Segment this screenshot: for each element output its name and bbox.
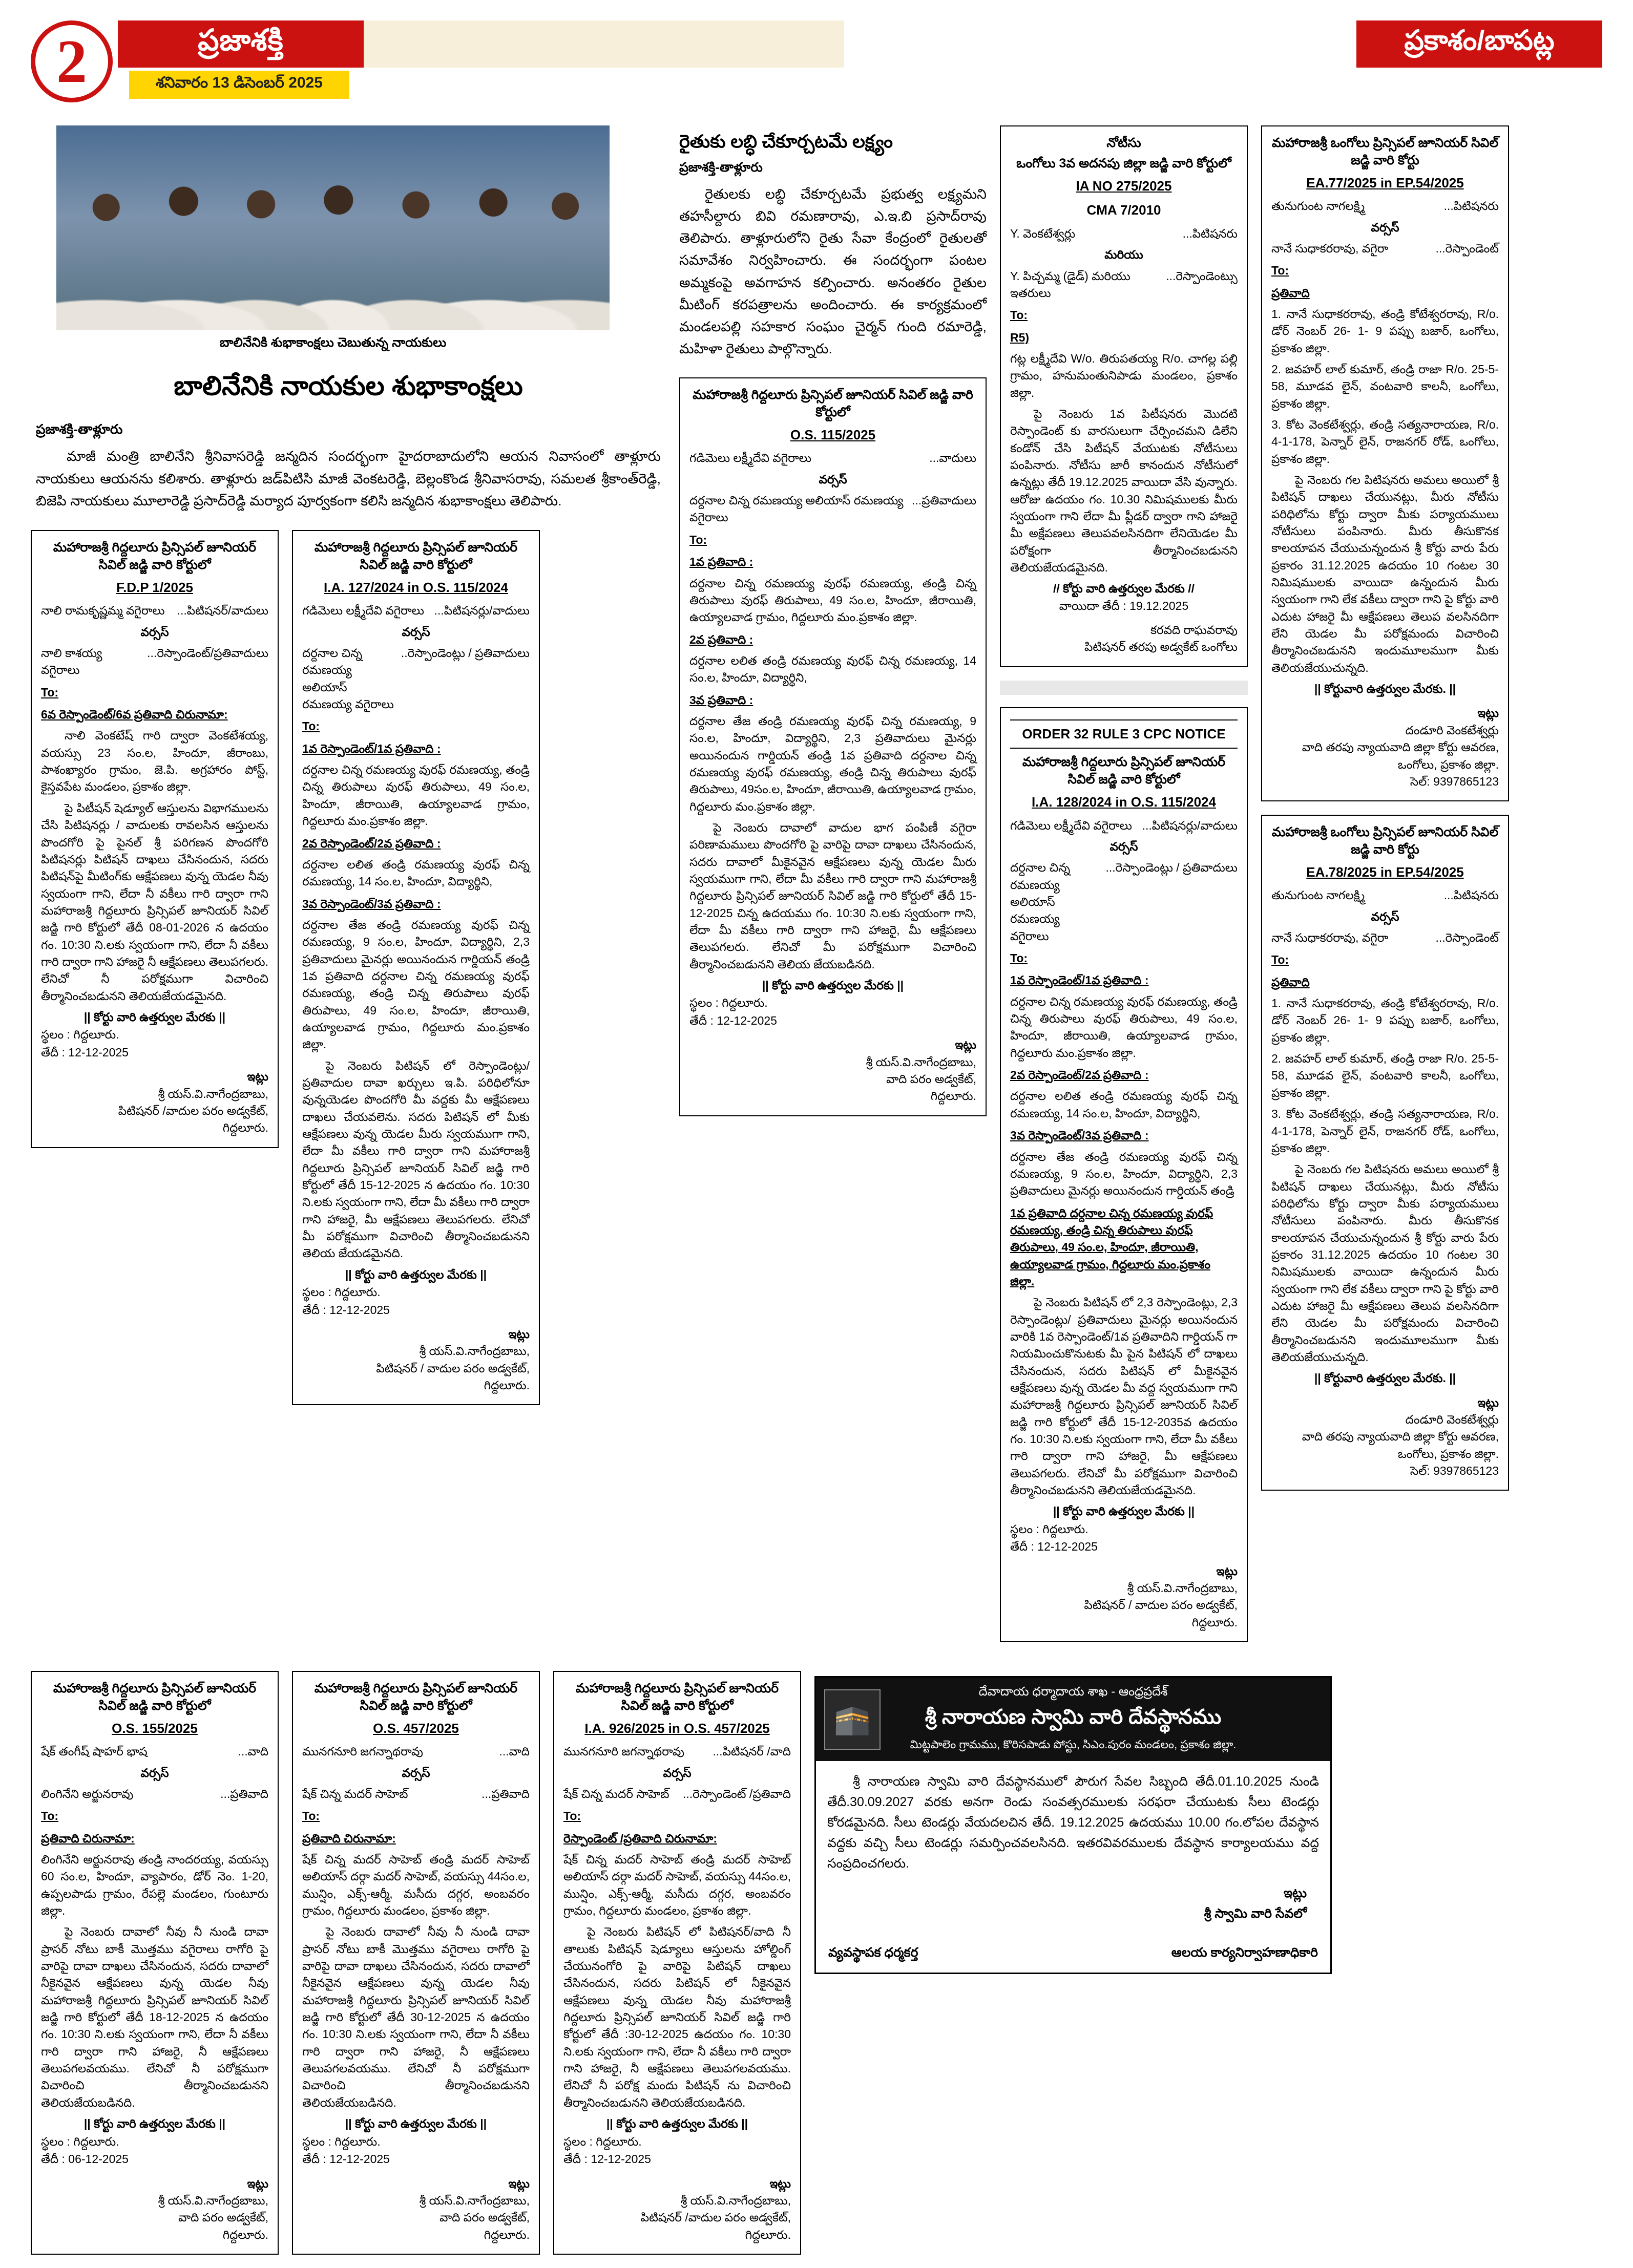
party-role: ...పిటిషనర్/వాదులు (177, 604, 268, 618)
temple-deity-icon: 🕋 (824, 1689, 881, 1750)
party-role: ...ప్రతివాదులు (911, 494, 976, 507)
respondent-address: కోట వెంకటేశ్వర్లు, తండ్రి సత్యనారాయణ, R/o. 4-1-178, పెన్నార్ లైన్, రాజనగర్ రోడ్, ఒంగోలు, ప్రకాశం జిల్లా. (1271, 1107, 1499, 1155)
party-name: దర్దనాల చిన్న రమణయ్య అలియాస్ రమణయ్య వగైరాలు (302, 646, 394, 711)
party-role: ...రెస్పాండెంట్‌/ప్రతివాదులు (147, 646, 268, 660)
respondent-heading: 2వ రెస్పాండెంట్/2వ ప్రతివాది : (1010, 1068, 1149, 1082)
party-role: ...పిటిషనరు (1182, 226, 1238, 240)
party-role: ...పిటిషనర్లు/వాదులు (1142, 818, 1238, 832)
hearing-date: వాయిదా తేదీ : 19.12.2025 (1059, 599, 1189, 612)
tender-notice-text: శ్రీ నారాయణ స్వామి వారి దేవస్థానములో పౌరుగ సేవల సిబ్బంది తేదీ.01.10.2025 నుండి తేదీ.30.09.2027 వరకు అనగా రెండు సంవత్సరములకు సరఫరా చేయుటకు సీలు టెండర్లు కోరడమైనది. సీలు టెండర్లు వేయదలచిన తేదీ. 19.12.2025 ఉదయము 10.00 గం.లోపల దేవస్థాన వద్దకు వచ్చి సీలు టెండర్లు సమర్పించవలసినది. ఇతరవివరములకు దేవస్థాన కార్యాలయము వద్ద సంప్రదించగలరు. (827, 1774, 1319, 1871)
court-name: ఒంగోలు 3వ అదనపు జిల్లా జడ్జి వారి కోర్టులో (1016, 156, 1231, 171)
party-name: గడిమెలు లక్ష్మీదేవి వగైరాలు (689, 451, 811, 465)
case-number: I.A. 128/2024 in O.S. 115/2024 (1032, 794, 1216, 810)
notice-column-3 (1000, 125, 1248, 1656)
address-heading: రెస్పాండెంట్ /ప్రతివాది చిరునామా: (563, 1831, 717, 1845)
party-name: Y. పిచ్చమ్మ (డైడ్) మరియు ఇతరులు (1010, 269, 1130, 300)
court-name: మహారాజశ్రీ గిద్దలూరు ప్రిన్సిపల్ జూనియర్ సివిల్ జడ్జి వారి కోర్టులో (314, 540, 518, 572)
party-role: ...రెస్పాండెంట్ (1435, 241, 1499, 255)
party-name: షేక్ చిన్న మదర్ సాహెబ్ (302, 1787, 408, 1800)
notice-place: స్థలం : గిద్దలూరు. (302, 1285, 381, 1299)
signature-line: పిటిషనర్ /వాదుల పరం అడ్వకేట్, (118, 1104, 268, 1117)
order-rule-heading: ORDER 32 RULE 3 CPC NOTICE (1010, 719, 1238, 749)
signature-line: శ్రీ యస్.వి.నాగేంద్రబాబు, (866, 1055, 976, 1069)
notice-place: స్థలం : గిద్దలూరు. (41, 1028, 119, 1042)
signature-line: ఇట్లు (769, 2176, 791, 2190)
party-name: షేక్ చిన్న మదర్ సాహెబ్ (563, 1787, 669, 1800)
legal-notice (679, 377, 987, 1116)
respondent-heading: 1వ రెస్పాండెంట్/1వ ప్రతివాది : (1010, 973, 1149, 987)
case-number: EA.78/2025 in EP.54/2025 (1306, 864, 1464, 880)
notice-place: స్థలం : గిద్దలూరు. (41, 2134, 119, 2148)
top-content-area (31, 125, 1602, 1656)
party-role: ..రెస్పాండెంట్లు / ప్రతివాదులు (401, 646, 530, 660)
court-name: మహారాజశ్రీ గిద్దలూరు ప్రిన్సిపల్ జూనియర్ సివిల్ జడ్జి వారి కోర్టులో (53, 540, 257, 572)
list-number: 2. (1271, 1052, 1282, 1066)
list-number: 3. (1271, 1107, 1282, 1121)
signature-line: గిద్దలూరు. (1191, 1615, 1238, 1629)
signature-line: ఇట్లు (1477, 1395, 1499, 1409)
signature-line: గిద్దలూరు. (222, 2228, 268, 2241)
versus-label: వర్సస్ (140, 1766, 169, 1779)
notice-paragraph: పై నెంబరు పిటిషన్ లో 2,3 రెస్పాండెంట్లు, 2,3 రెస్పాండెంట్లు/ ప్రతివాదులు మైనర్లు అయినందున వారికి 1వ రెస్పాండెంట్/1వ ప్రతివాదిని గార్డియన్ గా నియమించుకొనుటకు మీ పైన పిటిషన్ లో దాఖలు చేసినందున, సదరు పిటిషన్ లో మీకైనవైన ఆక్షేపణలు వున్న యెడల మీ వద్ద స్వయముగా గాని మహారాజశ్రీ గిద్దలూరు ప్రిన్సిపల్ జూనియర్ సివిల్ జడ్జి గారి కోర్టులో తేదీ 15-12-2035వ ఉదయం గం. 10:30 ని.లకు స్వయంగా గాని, లేదా మీ వకీలు గారి ద్వారా గాని హాజరై, మీ ఆక్షేపణలు తెలుపగలరు. లేనిచో మీ పరోక్షముగా విచారించి తీర్మానించబడునని తెలియజేయడమైనది. (1010, 1296, 1238, 1497)
party-role: ...రెస్పాండెంట్ (1435, 931, 1499, 945)
respondent-address: దర్దనాల చిన్న రమణయ్య వురఫ్ రమణయ్య, తండ్రి చిన్న తిరుపాలు వురఫ్ తిరుపాలు, 49 సం.ల, హిందూ, జీరాయితి, ఉయ్యాలవాడ గ్రామం, గిద్దలూరు మం.ప్రకాశం జిల్లా. (1010, 994, 1238, 1059)
signature-line: ఒంగోలు, ప్రకాశం జిల్లా. (1397, 757, 1499, 771)
party-name: మునగనూరి జగన్నాథరావు (302, 1745, 423, 1758)
notice-paragraph: పై నెంబరు దావాలో నీవు నీ నుండి దావా ప్రాసర్ నోటు బాకీ మొత్తము వగైరాలు రాగోరి పై వారిపై దావా దాఖలు చేసినందున, సదరు దావాలో నీకైనవైన ఆక్షేపణలు వున్న యెడల నీవు మహారాజశ్రీ గిద్దలూరు ప్రిన్సిపల్ జూనియర్ సివిల్ జడ్జి గారి కోర్టులో తేదీ 30-12-2025 న ఉదయం గం. 10:30 ని.లకు స్వయంగా గాని, లేదా నీ వకీలు గారి ద్వారా గాని హాజరై, నీ ఆక్షేపణలు తెలుపగలవయము. లేనిచో నీ పరోక్షముగా విచారించి తీర్మానించబడునని తెలియజేయబడినది. (302, 1925, 530, 2109)
case-number: I.A. 926/2025 in O.S. 457/2025 (584, 1720, 770, 1736)
case-number: IA NO 275/2025 (1076, 178, 1172, 194)
respondent-address: షేక్ చిన్న మదర్ సాహెబ్ తండ్రి మదర్ సాహెబ్ అలియాస్ దర్గా మదర్ సాహెబ్, వయస్సు 44సం.ల, మున్షిం, ఎక్స్-ఆర్మీ, మసీదు దగ్గర, అంబవరం గ్రామం, గిద్దలూరు మండలం, ప్రకాశం జిల్లా. (302, 1853, 530, 1918)
court-order-note: || కోర్టువారి ఉత్తర్వుల మేరకు. || (1314, 682, 1456, 696)
signature-line: వాది తరపు న్యాయవాది జిల్లా కోర్టు ఆవరణ, (1302, 740, 1499, 754)
publication-logo-text: ప్రజాశక్తి (198, 24, 284, 57)
column-spacer (1000, 681, 1248, 695)
to-label: To: (302, 719, 320, 733)
temple-address: మిట్టపాలెం గ్రామము, కొరిసపాడు పోస్టు, సిఎం.పురం మండలం, ప్రకాశం జిల్లా. (910, 1738, 1237, 1751)
signature-line: శ్రీ యస్.వి.నాగేంద్రబాబు, (419, 1344, 530, 1358)
legal-notice (1261, 125, 1509, 801)
respondent-heading: 1వ ప్రతివాది : (689, 555, 753, 569)
to-label: To: (689, 533, 707, 546)
respondent-address: జవహర్ లాల్ కుమార్, తండ్రి రాజా R/o. 25-5-58, మూడవ లైన్, వంటవారి కాలనీ, ఒంగోలు, ప్రకాశం జిల్లా. (1271, 362, 1499, 410)
signature-line: శ్రీ యస్.వి.నాగేంద్రబాబు, (1127, 1581, 1238, 1595)
versus-label: వర్సస్ (819, 472, 847, 486)
versus-label: వర్సస్ (1371, 220, 1399, 234)
signature-line: పిటిషనర్ తరపు అడ్వకేట్ ఒంగోలు (1084, 640, 1238, 654)
to-label: To: (302, 1809, 320, 1823)
signature-line: ఇట్లు (247, 2176, 268, 2190)
notice-place: స్థలం : గిద్దలూరు. (302, 2134, 381, 2148)
legal-notice (31, 1671, 279, 2255)
notice-type-label: నోటీసు (1106, 136, 1141, 150)
party-name: Y. వెంకటేశ్వర్లు (1010, 226, 1076, 240)
respondent-address: దర్దనాల తేజ తండ్రి రమణయ్య వురఫ్ చిన్న రమణయ్య, 9 సం.ల, హిందూ, విద్యార్థిని, 2,3 ప్రతివాదులు మైనర్లు అయినందున గార్డియన్ తండ్రి (1010, 1150, 1238, 1198)
party-role: ...వాది (499, 1745, 530, 1758)
signature-line: పిటిషనర్ /వాదుల పరం అడ్వకేట్, (640, 2211, 791, 2224)
party-role: ...పిటిషనరు (1443, 888, 1499, 902)
to-label: To: (1271, 264, 1289, 278)
signature-line: గిద్దలూరు. (222, 1121, 268, 1135)
notice-column-2 (292, 530, 540, 1418)
respondent-heading: 3వ ప్రతివాది : (689, 693, 753, 707)
party-name: షేక్ తంగీష్ షాహర్ భాష (41, 1745, 148, 1758)
legal-notice (1261, 815, 1509, 1491)
notice-date: తేదీ : 06-12-2025 (41, 2152, 129, 2166)
list-number: 3. (1271, 417, 1282, 431)
notice-paragraph: పై నెంబరు గల పిటిషనరు అమలు అయిలో శ్రీ పిటిషన్ దాఖలు చేయునట్లు, మీరు నోటీసు పరిధిలోను కోర్టు ద్వారా మీకు పర్యాయములు నోటీసులు పంపినారు. మీరు తీసుకొనక కాలయాపన చేయుచున్నందున శ్రీ కోర్టు వారు పేరు ప్రకారం 31.12.2025 ఉదయం 10 గంటల 30 నిమిషములకు వాయిదా ఉన్నందున మీరు స్వయంగా గాని లేక వకీలు ద్వారా గాని పై కోర్టు వారి ఎదుట హాజరై మీ ఆక్షేపణలు తెలుప వలసినదిగా లేని యెడల మీ పరోక్షమందు విచారించి తీర్మానించబడునని ఇందుమూలముగా మీకు తెలియజేయుచున్నది. (1271, 473, 1499, 674)
notice-paragraph: పై నెంబరు గల పిటిషనరు అమలు అయిలో శ్రీ పిటిషన్ దాఖలు చేయునట్లు, మీరు నోటీసు పరిధిలోను కోర్టు ద్వారా మీకు పర్యాయములు నోటీసులు పంపినారు. మీరు తీసుకొనక కాలయాపన చేయుచున్నందున శ్రీ కోర్టు వారు పేరు ప్రకారం 31.12.2025 ఉదయం 10 గంటల 30 నిమిషములకు వాయిదా ఉన్నందున మీరు స్వయంగా గాని లేక వకీలు ద్వారా గాని పై కోర్టు వారి ఎదుట హాజరై మీ ఆక్షేపణలు తెలుప వలసినదిగా లేని యెడల మీ పరోక్షమందు విచారించి తీర్మానించబడునని ఇందుమూలముగా మీకు తెలియజేయుచున్నది. (1271, 1162, 1499, 1364)
notice-column-1 (31, 530, 279, 1418)
notice-column-7 (553, 1671, 801, 2268)
case-number-secondary: CMA 7/2010 (1086, 202, 1161, 218)
notice-paragraph: పై నెంబరు దావాలో నీవు నీ నుండి దావా ప్రాసర్ నోటు బాకీ మొత్తము వగైరాలు రాగోరి పై వారిపై దావా దాఖలు చేసినందున, సదరు దావాలో నీకైనవైన ఆక్షేపణలు వున్న యెడల నీవు మహారాజశ్రీ గిద్దలూరు ప్రిన్సిపల్ జూనియర్ సివిల్ జడ్జి గారి కోర్టులో తేదీ 18-12-2025 న ఉదయం గం. 10:30 ని.లకు స్వయంగా గాని, లేదా నీ వకీలు గారి ద్వారా గాని హాజరై, నీ ఆక్షేపణలు తెలుపగలవయము. లేనిచో నీ పరోక్షముగా విచారించి తీర్మానించబడునని తెలియజేయబడినది. (41, 1925, 268, 2109)
signature-line: ఇట్లు (508, 1327, 530, 1341)
notice-paragraph: పై నెంబరు 1వ పిటీషనరు మొదటి రెస్పాండెంట్ కు వారసులుగా చేర్పించమని డిలేని కండోన్ చేసి పిటీషన్ వేయుటకు నోటీసులు పంపినారు. నోటీసు జారీ కానందున నోటీసులో ఉన్నట్లు తేదీ 19.12.2025 వాయిదా వేసి వున్నారు. ఆరోజు ఉదయం గం. 10.30 నిమిషములకు మీరు స్వయంగా గాని లేదా మీ ప్లీడర్ ద్వారా గాని హాజరై మీ అక్షేపణలు తెలుపవలసినదిగా లేనియెడల మీ పరోక్షంగా తీర్మానించబడునని తెలియజేయడమైనది. (1010, 407, 1238, 575)
versus-label: వర్సస్ (402, 625, 430, 639)
respondent-heading: 2వ ప్రతివాది : (689, 632, 753, 646)
signature-line: శ్రీ యస్.వి.నాగేంద్రబాబు, (158, 1087, 268, 1100)
case-number: O.S. 457/2025 (373, 1720, 459, 1736)
to-label: To: (1010, 308, 1028, 322)
court-order-note: || కోర్టు వారి ఉత్తర్వుల మేరకు || (606, 2117, 748, 2131)
to-label: To: (41, 1809, 59, 1823)
respondent-heading: 1వ ప్రతివాది దర్దనాల చిన్న రమణయ్య వురఫ్ రమణయ్య, తండ్రి చిన్న తిరుపాలు వురఫ్ తిరుపాలు, 49 సం.ల, హిందూ, జీరాయితి, ఉయ్యాలవాడ గ్రామం, గిద్దలూరు మం.ప్రకాశం జిల్లా. (1010, 1206, 1213, 1288)
bottom-notice-grid (31, 1671, 1602, 2268)
court-name: మహారాజశ్రీ గిద్దలూరు ప్రిన్సిపల్ జూనియర్ సివిల్ జడ్జి వారి కోర్టులో (693, 388, 973, 419)
signature-line: శ్రీ స్వామి వారి సేవలో (1204, 1906, 1307, 1921)
notice-paragraph: పై నెంబరు పిటిషన్ లో రెస్పాండెంట్లు/ప్రతివాదుల దావా ఖర్చులు ఇ.పి. పరిధిలోనూ వున్నయెడల పొందగోరి మీ వద్దకు మీ ఆక్షేపణలు దాఖలు చేయవలెను. సదరు పిటిషన్ లో మీకు ఆక్షేపణలు వున్న యెడల మీరు స్వయముగా గాని, లేదా మీ వకీలు గారి ద్వారా గాని మహారాజశ్రీ గిద్దలూరు ప్రిన్సిపల్ జూనియర్ సివిల్ జడ్జి గారి కోర్టులో తేదీ 15-12-2025 న ఉదయం గం. 10:30 ని.లకు స్వయంగా గాని, లేదా మీ వకీలు గారి ద్వారా గాని హాజరై, మీ ఆక్షేపణలు తెలుపగలరు. లేనిచో మీ పరోక్షముగా విచారించి తీర్మానించబడునని తెలియ జేయడమైనది. (302, 1058, 530, 1260)
court-order-note: || కోర్టు వారి ఉత్తర్వుల మేరకు || (345, 1267, 487, 1281)
party-role: ...పిటిషనరు (1443, 199, 1499, 213)
signature-line: గిద్దలూరు. (930, 1089, 976, 1103)
court-name: మహారాజశ్రీ గిద్దలూరు ప్రిన్సిపల్ జూనియర్ సివిల్ జడ్జి వారి కోర్టులో (53, 1681, 257, 1713)
notice-column-5 (31, 1671, 279, 2268)
signature-line: ఒంగోలు, ప్రకాశం జిల్లా. (1397, 1447, 1499, 1460)
signature-line: వాది పరం అడ్వకేట్, (886, 1072, 976, 1086)
respondent-address: జవహర్ లాల్ కుమార్, తండ్రి రాజా R/o. 25-5-58, మూడవ లైన్, వంటవారి కాలనీ, ఒంగోలు, ప్రకాశం జిల్లా. (1271, 1052, 1499, 1099)
secondary-byline: ప్రజాశక్తి-తాళ్లూరు (679, 160, 763, 175)
court-name: మహారాజశ్రీ గిద్దలూరు ప్రిన్సిపల్ జూనియర్ సివిల్ జడ్జి వారి కోర్టులో (314, 1681, 518, 1713)
court-name: మహారాజశ్రీ ఒంగోలు ప్రిన్సిపల్ జూనియర్ సివిల్ జడ్జి వారి కోర్టు (1271, 825, 1499, 857)
respondent-address: కోట వెంకటేశ్వర్లు, తండ్రి సత్యనారాయణ, R/o. 4-1-178, పెన్నార్ లైన్, రాజనగర్ రోడ్, ఒంగోలు, ప్రకాశం జిల్లా. (1271, 417, 1499, 465)
signature-line: వాది పరం అడ్వకేట్, (439, 2211, 530, 2224)
masthead (31, 20, 1602, 110)
respondent-address: దర్దనాల తేజ తండ్రి రమణయ్య వురఫ్ చిన్న రమణయ్య, 9 సం.ల, హిందూ, విద్యార్థిని, 2,3 ప్రతివాదులు మైనర్లు అయినందున గార్డియన్ తండ్రి 1వ ప్రతివాది దర్దనాల చిన్న రమణయ్య వురఫ్ రమణయ్య, తండ్రి చిన్న తిరుపాలు వురఫ్ తిరుపాలు, 49 సం.ల, హిందూ, జీరాయితి, ఉయ్యాలవాడ గ్రామం, గిద్దలూరు మం.ప్రకాశం జిల్లా. (302, 918, 530, 1051)
case-number: EA.77/2025 in EP.54/2025 (1306, 175, 1464, 190)
notice-date: తేదీ : 12-12-2025 (689, 1013, 777, 1027)
respondent-address: లింగినేని అర్జునరావు తండ్రి నాందరయ్య, వయస్సు 60 సం.ల, హిందూ, వ్యాపారం, డోర్ నెం. 1-20, ఉప్పలపాడు గ్రామం, రేపల్లె మండలం, గుంటూరు జిల్లా. (41, 1853, 268, 1918)
notice-date: తేదీ : 12-12-2025 (563, 2152, 651, 2166)
signature-line: దండూరి వెంకటేశ్వర్లు (1405, 723, 1499, 737)
party-role: ...రెస్పాండెంట్సు (1166, 269, 1238, 283)
address-heading: ప్రతివాది చిరునామా: (41, 1831, 135, 1845)
signature-line: శ్రీ యస్.వి.నాగేంద్రబాబు, (158, 2193, 268, 2207)
respondent-heading: 3వ రెస్పాండెంట్/3వ ప్రతివాది : (302, 897, 441, 910)
lead-headline: బాలినేనికి నాయకుల శుభాకాంక్షలు (174, 371, 523, 401)
signature-line: ఇట్లు (508, 2176, 530, 2190)
secondary-body: రైతులకు లబ్ధి చేకూర్చటమే ప్రభుత్వ లక్ష్యమని తహసీల్దారు బివి రమణారావు, ఎ.ఇ.బి ప్రసాద్‌రావు తెలిపారు. తాళ్లూరులోని రైతు సేవా కేంద్రంలో రైతులతో సమావేశం నిర్వహించారు. ఈ సందర్భంగా పంటల అమ్మకంపై అవగాహన కల్పించారు. అనంతరం రైతుల మీటింగ్ కరపత్రాలను అందించారు. ఈ కార్యక్రమంలో మండలపల్లి సహకార సంఘం చైర్మన్ గుంది రమారెడ్డి, మహిళా రైతులు పాల్గొన్నారు. (679, 186, 987, 357)
signature-line: ఇట్లు (1283, 1886, 1307, 1901)
court-name: మహారాజశ్రీ గిద్దలూరు ప్రిన్సిపల్ జూనియర్ సివిల్ జడ్జి వారి కోర్టులో (1022, 755, 1226, 787)
signature-line: శ్రీ యస్.వి.నాగేంద్రబాబు, (680, 2193, 791, 2207)
notice-column-4 (1261, 125, 1509, 1656)
masthead-middle (118, 20, 1356, 110)
contact-number: సెల్: 9397865123 (1410, 1464, 1499, 1478)
signature-line: దండూరి వెంకటేశ్వర్లు (1405, 1413, 1499, 1426)
respondent-heading: 3వ రెస్పాండెంట్/3వ ప్రతివాది : (1010, 1129, 1149, 1142)
signature-line: వాది తరపు న్యాయవాది జిల్లా కోర్టు ఆవరణ, (1302, 1430, 1499, 1444)
signature-line: ఇట్లు (1216, 1564, 1238, 1578)
page-number: 2 (31, 20, 113, 102)
party-role: ...పిటిషనర్ /వాది (713, 1745, 791, 1758)
party-name: తునుగుంట నాగలక్ష్మి (1271, 888, 1365, 902)
temple-department: దేవాదాయ ధర్మాదాయ శాఖ - ఆంధ్రప్రదేశ్ (978, 1685, 1168, 1699)
case-number: O.S. 155/2025 (112, 1720, 198, 1736)
party-name: దర్దనాల చిన్న రమణయ్య అలియాస్ రమణయ్య వగైరాలు (1010, 861, 1071, 943)
respondent-heading: ప్రతివాది (1271, 286, 1310, 300)
list-number: 1. (1271, 307, 1282, 321)
respondent-address: దర్దనాల చిన్న రమణయ్య వురఫ్ రమణయ్య, తండ్రి చిన్న తిరుపాలు వురఫ్ తిరుపాలు, 49 సం.ల, హిందూ, జీరాయితి, ఉయ్యాలవాడ గ్రామం, గిద్దలూరు మం.ప్రకాశం జిల్లా. (689, 576, 976, 624)
court-order-note: || కోర్టు వారి ఉత్తర్వుల మేరకు || (345, 2117, 487, 2131)
party-role: ...వాదులు (929, 451, 976, 465)
respondent-address: నానే సుధాకరరావు, తండ్రి కోటేశ్వరరావు, R/o. డోర్ నెంబర్ 26- 1- 9 పప్పు బజార్, ఒంగోలు, ప్రకాశం జిల్లా. (1271, 307, 1499, 355)
court-order-note: // కోర్టు వారి ఉత్తర్వుల మేరకు // (1053, 582, 1195, 596)
signature-line: శ్రీ యస్.వి.నాగేంద్రబాబు, (419, 2193, 530, 2207)
address-heading: 6వ రెస్పాండెంట్/6వ ప్రతివాది చిరునామా: (41, 708, 228, 722)
publication-logo (118, 20, 364, 68)
lead-story (31, 125, 666, 1656)
party-name: గడిమెలు లక్ష్మీదేవి వగైరాలు (302, 604, 424, 618)
court-order-note: || కోర్టువారి ఉత్తర్వుల మేరకు. || (1314, 1371, 1456, 1385)
temple-ad-footer (816, 1932, 1330, 1973)
lead-body: మాజీ మంత్రి బాలినేని శ్రీనివాసరెడ్డి జన్మదిన సందర్భంగా హైదరాబాదులోని ఆయన నివాసంలో తాళ్లూరు నాయకులు ఆయనను కలిశారు. తాళ్లూరు జడ్‌పిటిసి మాజీ వెంకటరెడ్డి, బెల్లంకొండ శ్రీనివాసరావు, సమలత శ్రీకాంత్‌రెడ్డి, బిజెపి నాయకులు మూలారెడ్డి ప్రసాద్‌రెడ్డి మర్యాద పూర్వకంగా కలిసి జన్మదిన శుభాకాంక్షలు తెలిపారు. (36, 449, 661, 509)
notice-date: తేదీ : 12-12-2025 (302, 1303, 390, 1317)
party-name: నానే సుధాకరరావు, వగైరా (1271, 241, 1389, 255)
party-name: దర్దనాల చిన్న రమణయ్య అలియాస్ రమణయ్య వగైరాలు (689, 494, 904, 524)
respondent-heading: ప్రతివాది (1271, 975, 1310, 989)
issue-date: శనివారం 13 డిసెంబర్ 2025 (129, 71, 349, 99)
respondent-address: దర్దనాల లలిత తండ్రి రమణయ్య వురఫ్ చిన్న రమణయ్య, 14 సం.ల, హిందూ, విద్యార్థిని, (302, 857, 530, 888)
notice-column-6 (292, 1671, 540, 2268)
party-role: ...రెస్పాండెంట్లు / ప్రతివాదులు (1105, 861, 1238, 875)
executive-officer-label: ఆలయ కార్యనిర్వాహణాధికారి (1171, 1945, 1318, 1960)
edition-name: ప్రకాశం/బాపట్ల (1356, 20, 1602, 68)
contact-number: సెల్: 9397865123 (1410, 774, 1499, 788)
respondent-heading: R5) (1010, 330, 1030, 344)
lead-photo-block (56, 125, 610, 353)
legal-notice (1000, 707, 1248, 1642)
party-role: ...ప్రతివాది (481, 1787, 530, 1800)
party-name: తునుగుంట నాగలక్ష్మి (1271, 199, 1365, 213)
signature-line: పిటిషనర్ / వాదుల పరం అడ్వకేట్, (1084, 1598, 1238, 1612)
versus-label: మరియు (1104, 248, 1143, 262)
party-role: ...పిటిషనర్లు/వాదులు (434, 604, 530, 618)
photo-caption: బాలినేనికి శుభాకాంక్షలు చెబుతున్న నాయకులు (219, 335, 447, 350)
to-label: To: (41, 685, 59, 699)
respondent-address: షేక్ చిన్న మదర్ సాహెబ్ తండ్రి మదర్ సాహెబ్ అలియాస్ దర్గా మదర్ సాహెబ్, వయస్సు 44సం.ల, మున్షిం, ఎక్స్-ఆర్మీ, మసీదు దగ్గర, అంబవరం గ్రామం, గిద్దలూరు మండలం, ప్రకాశం జిల్లా. (563, 1853, 791, 1918)
temple-ad-column (814, 1671, 1332, 1974)
court-name: మహారాజశ్రీ ఒంగోలు ప్రిన్సిపల్ జూనియర్ సివిల్ జడ్జి వారి కోర్టు (1271, 136, 1499, 167)
to-label: To: (1271, 953, 1289, 967)
founder-trustee-label: వ్యవస్థాపక ధర్మకర్త (828, 1945, 918, 1960)
temple-ad-body (816, 1761, 1330, 1932)
respondent-address: దర్దనాల చిన్న రమణయ్య వురఫ్ రమణయ్య, తండ్రి చిన్న తిరుపాలు వురఫ్ తిరుపాలు, 49 సం.ల, హిందూ, జీరాయితి, ఉయ్యాలవాడ గ్రామం, గిద్దలూరు మం.ప్రకాశం జిల్లా. (302, 763, 530, 828)
court-name: మహారాజశ్రీ గిద్దలూరు ప్రిన్సిపల్ జూనియర్ సివిల్ జడ్జి వారి కోర్టులో (575, 1681, 779, 1713)
respondent-address: నానే సుధాకరరావు, తండ్రి కోటేశ్వరరావు, R/o. డోర్ నెంబర్ 26- 1- 9 పప్పు బజార్, ఒంగోలు, ప్రకాశం జిల్లా. (1271, 997, 1499, 1044)
court-order-note: || కోర్టు వారి ఉత్తర్వుల మేరకు || (762, 979, 904, 992)
legal-notice (553, 1671, 801, 2255)
newspaper-page (0, 20, 1633, 2268)
lead-byline: ప్రజాశక్తి-తాళ్లూరు (36, 421, 123, 437)
secondary-story-column (679, 125, 987, 1656)
court-order-note: || కోర్టు వారి ఉత్తర్వుల మేరకు || (83, 1010, 226, 1024)
notice-paragraph: పై పిటీషన్ షెడ్యూల్ ఆస్తులను విభాగములను చేసి పిటిషనర్లు / వాదులకు రావలసిన ఆస్తులను పొందగోరి పై పైనల్ శ్రీ పరిగణన పొందగోరి పిటిషనర్లు పిటిషన్ దాఖలు చేసినందున, సదరు పిటిషన్‌పై మీటింగ్‌కు ఆక్షేపణలు వున్న యెడల నీవు స్వయంగా గాని, లేదా నీ వకీలు గారి ద్వారా గాని మహారాజశ్రీ గిద్దలూరు ప్రిన్సిపల్ జూనియర్ సివిల్ జడ్జి గారి కోర్టులో తేదీ 08-01-2026 న ఉదయం గం. 10:30 ని.లకు స్వయంగా గాని, లేదా నీ వకీలు గారి ద్వారా గాని హాజరై నీ ఆక్షేపణలు తెలుపగలరు. లేనిచో నీ పరోక్షముగా విచారించి తీర్మానించబడునని తెలియజేయడమైనది. (41, 801, 268, 1003)
versus-label: వర్సస్ (140, 625, 169, 639)
notice-date: తేదీ : 12-12-2025 (1010, 1540, 1098, 1554)
signature-line: గిద్దలూరు. (484, 1379, 530, 1392)
cream-strip (364, 20, 844, 68)
address-heading: ప్రతివాది చిరునామా: (302, 1831, 396, 1845)
case-number: I.A. 127/2024 in O.S. 115/2024 (324, 579, 508, 595)
temple-advertisement (814, 1676, 1332, 1974)
party-role: ...రెస్పాండెంట్ /ప్రతివాది (683, 1787, 791, 1800)
signature-line: పిటిషనర్ / వాదుల పరం అడ్వకేట్, (376, 1361, 530, 1375)
signature-line: గిద్దలూరు. (745, 2228, 791, 2241)
legal-notice (1000, 125, 1248, 667)
notice-place: స్థలం : గిద్దలూరు. (1010, 1522, 1088, 1536)
legal-notice (292, 1671, 540, 2255)
list-number: 2. (1271, 362, 1282, 376)
temple-ad-header (816, 1678, 1330, 1761)
temple-name: శ్రీ నారాయణ స్వామి వారి దేవస్థానము (925, 1706, 1222, 1729)
party-role: ...ప్రతివాది (220, 1787, 268, 1800)
signature-line: ఇట్లు (955, 1038, 976, 1052)
notice-place: స్థలం : గిద్దలూరు. (563, 2134, 642, 2148)
notice-place: స్థలం : గిద్దలూరు. (689, 996, 768, 1010)
notice-paragraph: నాలి వెంకటేష్ గారి ద్వారా వెంకటేశయ్య, వయస్సు 23 సం.ల, హిందూ, జీరాంబు, పాశంఖ్యారం గ్రామం, జె.పి. అగ్రహారం పోస్ట్, కైస్తవపేట మండలం, ప్రకాశం జిల్లా. (41, 729, 268, 794)
court-order-note: || కోర్టు వారి ఉత్తర్వుల మేరకు || (83, 2117, 226, 2131)
list-number: 1. (1271, 997, 1282, 1010)
versus-label: వర్సస్ (402, 1766, 430, 1779)
respondent-heading: 1వ రెస్పాండెంట్/1వ ప్రతివాది : (302, 741, 441, 755)
signature-line: వాది పరం అడ్వకేట్, (178, 2211, 268, 2224)
respondent-address: గట్ల లక్ష్మీదేవి W/o. తిరుపతయ్య R/o. చాగల్ల పల్లి గ్రామం, హనుమంతునిపాడు మండలం, ప్రకాశం జిల్లా. (1010, 351, 1238, 399)
notice-date: తేదీ : 12-12-2025 (41, 1045, 129, 1059)
signature-line: ఇట్లు (247, 1070, 268, 1084)
party-name: గడిమెలు లక్ష్మీదేవి వగైరాలు (1010, 818, 1132, 832)
to-label: To: (1010, 951, 1028, 965)
party-role: ...వాది (238, 1745, 268, 1758)
signature-line: కరవది రాఘవరావు (1150, 623, 1238, 637)
signature-line: ఇట్లు (1477, 706, 1499, 720)
party-name: నాలి రామకృష్ణమ్మ వగైరాలు (41, 604, 165, 618)
respondent-address: దర్దనాల లలిత తండ్రి రమణయ్య వురఫ్ చిన్న రమణయ్య, 14 సం.ల, హిందూ, విద్యార్థిని, (1010, 1089, 1238, 1120)
versus-label: వర్సస్ (1371, 909, 1399, 923)
notice-paragraph: పై నెంబరు దావాలో వాదుల భాగ పంపిణీ వగైరా పరిణామములు పొందగోరి పై వారిపై దావా దాఖలు చేసినందున, సదరు దావాలో మీకైనవైన ఆక్షేపణలు వున్న యెడల మీరు స్వయముగా గాని, లేదా మీ వకీలు గారి ద్వారా గాని మహారాజశ్రీ గిద్దలూరు ప్రిన్సిపల్ జూనియర్ సివిల్ జడ్జి గారి కోర్టులో తేదీ 15-12-2025 చిన్న ఉదయము గం. 10:30 ని.లకు స్వయంగా గాని, లేదా మీ వకీలు గారి ద్వారా గాని హాజరై, మీ ఆక్షేపణలు తెలుపగలరు. లేనిచో మీ పరోక్షముగా విచారించి తీర్మానించబడునని తెలియ జేయబడినది. (689, 820, 976, 971)
case-number: O.S. 115/2025 (790, 427, 876, 442)
respondent-address: దర్దనాల తేజ తండ్రి రమణయ్య వురఫ్ చిన్న రమణయ్య, 9 సం.ల, హిందూ, విద్యార్థిని, 2,3 ప్రతివాదులు మైనర్లు అయినందున గార్డియన్ తండ్రి 1వ ప్రతివాది దర్దనాల చిన్న రమణయ్య వురఫ్ రమణయ్య, తండ్రి చిన్న తిరుపాలు వురఫ్ తిరుపాలు, 49సం.ల, హిందూ, జీరాయితి, ఉయ్యాలవాడ గ్రామం, గిద్దలూరు మం.ప్రకాశం జిల్లా. (689, 714, 976, 813)
versus-label: వర్సస్ (663, 1766, 692, 1779)
notice-date: తేదీ : 12-12-2025 (302, 2152, 390, 2166)
respondent-address: దర్దనాల లలిత తండ్రి రమణయ్య వురఫ్ చిన్న రమణయ్య, 14 సం.ల, హిందూ, విద్యార్థిని, (689, 653, 976, 685)
party-name: లింగినేని అర్జునరావు (41, 1787, 134, 1800)
versus-label: వర్సస్ (1109, 840, 1138, 853)
case-number: F.D.P 1/2025 (116, 579, 193, 595)
court-order-note: || కోర్టు వారి ఉత్తర్వుల మేరకు || (1053, 1504, 1195, 1518)
signature-line: గిద్దలూరు. (484, 2228, 530, 2241)
legal-notice (31, 530, 279, 1148)
lead-photo (56, 125, 610, 330)
legal-notice (292, 530, 540, 1405)
secondary-headline: రైతుకు లబ్ధి చేకూర్చటమే లక్ష్యం (679, 132, 893, 152)
party-name: నాలి కాశయ్య వగైరాలు (41, 646, 102, 677)
respondent-heading: 2వ రెస్పాండెంట్/2వ ప్రతివాది : (302, 836, 441, 850)
to-label: To: (563, 1809, 581, 1823)
notice-paragraph: పై నెంబరు పిటిషన్ లో పిటిషనర్/వాది నీ తాలుకు పిటిషన్ షెడ్యూలు ఆస్తులను హోల్డింగ్ చేయునంగోరి పై వారిపై పిటిషన్ దాఖలు చేసినందున, సదరు పిటిషన్ లో నీకైనవైన ఆక్షేపణలు వున్న యెడల నీవు మహారాజశ్రీ గిద్దలూరు ప్రిన్సిపల్ జూనియర్ సివిల్ జడ్జి గారి కోర్టులో తేదీ :30-12-2025 ఉదయం గం. 10:30 ని.లకు స్వయంగా గాని, లేదా నీ వకీలు గారి ద్వారా గాని హాజరై, నీ ఆక్షేపణలు తెలుపగలవయము. లేనిచో నీ పరోక్ష మందు పిటిషన్ ను విచారించి తీర్మానించబడునని తెలియజేయబడినది. (563, 1925, 791, 2109)
party-name: నానే సుధాకరరావు, వగైరా (1271, 931, 1389, 945)
party-name: మునగనూరి జగన్నాథరావు (563, 1745, 684, 1758)
